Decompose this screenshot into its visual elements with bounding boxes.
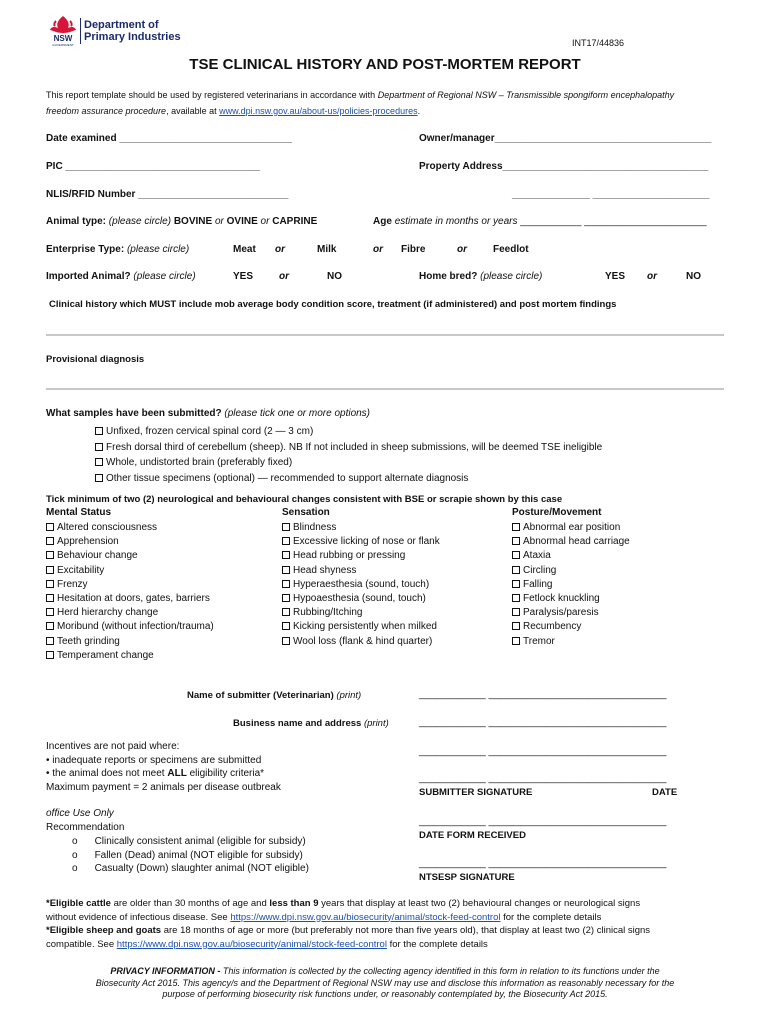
home-bred-label: Home bred? (please circle)	[419, 271, 543, 282]
sign-option: Hesitation at doors, gates, barriers	[46, 592, 214, 606]
sign-option: Paralysis/paresis	[512, 606, 630, 620]
homebred-no[interactable]: NO	[686, 271, 701, 282]
property-address-field[interactable]: Property Address_____________________________________	[419, 161, 709, 172]
sensation-title: Sensation	[282, 507, 330, 518]
imported-no[interactable]: NO	[327, 271, 342, 282]
imported-animal-label: Imported Animal? (please circle)	[46, 271, 196, 282]
samples-list	[95, 424, 602, 486]
imported-yes[interactable]: YES	[233, 271, 254, 282]
svg-text:NSW: NSW	[53, 34, 73, 43]
reference-number: INT17/44836	[572, 38, 625, 48]
checkbox[interactable]	[282, 622, 290, 630]
checkbox[interactable]	[512, 523, 520, 531]
sign-option: Frenzy	[46, 578, 214, 592]
checkbox[interactable]	[512, 594, 520, 602]
sign-option: Herd hierarchy change	[46, 606, 214, 620]
ntsesp-line[interactable]: ____________ ________________________________	[419, 858, 667, 869]
checkbox[interactable]	[512, 622, 520, 630]
checkbox[interactable]	[512, 566, 520, 574]
date-form-received-label: DATE FORM RECEIVED	[419, 830, 526, 841]
checkbox[interactable]	[282, 594, 290, 602]
clinical-history-divider	[46, 334, 724, 336]
clinical-history-heading: Clinical history which MUST include mob average body condition score, treatment (if administered) and post mortem findings	[49, 299, 617, 310]
checkbox[interactable]	[46, 551, 54, 559]
date-label: DATE	[652, 787, 678, 798]
sensation-list	[282, 521, 440, 649]
ntsesp-signature-label: NTSESP SIGNATURE	[419, 872, 515, 883]
or-text: or	[279, 271, 289, 282]
checkbox[interactable]	[95, 443, 103, 451]
or-text: or	[373, 244, 383, 255]
or-text: or	[275, 244, 285, 255]
option-meat[interactable]: Meat	[233, 244, 256, 255]
sign-option: Hypoaesthesia (sound, touch)	[282, 592, 440, 606]
page-title: TSE CLINICAL HISTORY AND POST-MORTEM REPORT	[189, 56, 581, 73]
policies-link[interactable]: www.dpi.nsw.gov.au/about-us/policies-procedures	[219, 106, 418, 116]
mental-status-title: Mental Status	[46, 507, 112, 518]
department-name: Department of Primary Industries	[84, 19, 181, 43]
incentives-block: Incentives are not paid where: • inadequate reports or specimens are submitted • the animal does not meet ALL eligibility criteria* Maximum payment = 2 animals per disease outbreak	[46, 741, 281, 793]
nsw-waratah-logo	[46, 14, 80, 48]
signature-line[interactable]: ____________ ________________________________	[419, 773, 667, 784]
or-text: or	[457, 244, 467, 255]
checkbox[interactable]	[95, 427, 103, 435]
submitter-name-label: Name of submitter (Veterinarian) (print)	[187, 690, 362, 701]
checkbox[interactable]	[512, 551, 520, 559]
sign-option: Temperament change	[46, 649, 214, 663]
sign-option: Altered consciousness	[46, 521, 214, 535]
checkbox[interactable]	[282, 523, 290, 531]
privacy-information: PRIVACY INFORMATION - This information is collected by the collecting agency identified in this form in relation to its functions under the Biosecurity Act 2015. This agency/s and the Department of Regional NSW may use and disclose this information as reasonably necessary for the purpose of performing biosecurity risk functions under, or reasonably contemplated by, the Biosecurity Act 2015.	[95, 966, 675, 999]
samples-heading: What samples have been submitted? (please tick one or more options)	[46, 408, 371, 419]
checkbox[interactable]	[282, 566, 290, 574]
recommendation-list: o Clinically consistent animal (eligible for subsidy) o Fallen (Dead) animal (NOT eligible for subsidy) o Casualty (Down) slaughter animal (NOT eligible)	[72, 836, 309, 874]
checkbox[interactable]	[46, 608, 54, 616]
business-name-label: Business name and address (print)	[233, 718, 389, 729]
checkbox[interactable]	[46, 537, 54, 545]
business-name-line[interactable]: ____________ ________________________________	[419, 717, 667, 728]
option-milk[interactable]: Milk	[317, 244, 337, 255]
sign-option: Apprehension	[46, 535, 214, 549]
sign-option: Head rubbing or pressing	[282, 549, 440, 563]
sign-option: Blindness	[282, 521, 440, 535]
provisional-diagnosis-divider	[46, 388, 724, 390]
checkbox[interactable]	[46, 566, 54, 574]
posture-movement-title: Posture/Movement	[512, 507, 602, 518]
recommendation-label: Recommendation	[46, 822, 125, 833]
checkbox[interactable]	[46, 651, 54, 659]
sign-option: Head shyness	[282, 564, 440, 578]
sign-option: Excitability	[46, 564, 214, 578]
eligibility-block: *Eligible cattle are older than 30 months of age and less than 9 years that display at least two (2) behavioural changes or neurological signs without evidence of infectious disease. See https://www.dpi.nsw.gov.au/biosecurity/animal/stock-feed-control for the complete details *Eligible sheep and goats are 18 months of age or more (but preferably not more than five years old), that display at least two (2) clinical signs compatible. See https://www.dpi.nsw.gov.au/biosecurity/animal/stock-feed-control for the complete details	[46, 898, 651, 950]
checkbox[interactable]	[282, 551, 290, 559]
cattle-details-link[interactable]: https://www.dpi.nsw.gov.au/biosecurity/animal/stock-feed-control	[230, 911, 501, 923]
animal-type-row: Animal type: (please circle) BOVINE or OVINE or CAPRINE	[46, 216, 318, 227]
checkbox[interactable]	[95, 474, 103, 482]
or-text: or	[647, 271, 657, 282]
sign-option: Behaviour change	[46, 549, 214, 563]
option-fibre[interactable]: Fibre	[401, 244, 426, 255]
enterprise-type-label: Enterprise Type: (please circle)	[46, 244, 190, 255]
checkbox[interactable]	[512, 608, 520, 616]
sheep-details-link[interactable]: https://www.dpi.nsw.gov.au/biosecurity/animal/stock-feed-control	[116, 938, 387, 950]
checkbox[interactable]	[282, 537, 290, 545]
checkbox[interactable]	[46, 594, 54, 602]
option-bovine[interactable]: BOVINE	[173, 216, 213, 227]
checkbox[interactable]	[282, 637, 290, 645]
option-ovine[interactable]: OVINE	[226, 216, 258, 227]
logo-divider	[80, 18, 81, 44]
homebred-yes[interactable]: YES	[605, 271, 626, 282]
sign-option: Kicking persistently when milked	[282, 620, 440, 634]
sample-option[interactable]: Unfixed, frozen cervical spinal cord (2 — 3 cm)	[95, 424, 602, 440]
sign-option: Circling	[512, 564, 630, 578]
intro-line-1: This report template should be used by registered veterinarians in accordance with Department of Regional NSW – Transmissible spongiform encephalopathy	[46, 90, 675, 100]
signs-heading: Tick minimum of two (2) neurological and behavioural changes consistent with BSE or scrapie shown by this case	[46, 494, 563, 505]
sign-option: Ataxia	[512, 549, 630, 563]
owner-manager-field[interactable]: Owner/manager_______________________________________	[419, 133, 712, 144]
mental-status-list	[46, 521, 214, 663]
checkbox[interactable]	[512, 537, 520, 545]
sign-option: Falling	[512, 578, 630, 592]
checkbox[interactable]	[46, 637, 54, 645]
pic-field[interactable]: PIC ___________________________________	[46, 161, 261, 172]
sign-option: Tremor	[512, 635, 630, 649]
option-feedlot[interactable]: Feedlot	[493, 244, 529, 255]
sign-option: Moribund (without infection/trauma)	[46, 620, 214, 634]
business-address-line[interactable]: ____________ ________________________________	[419, 746, 667, 757]
sign-option: Hyperaesthesia (sound, touch)	[282, 578, 440, 592]
checkbox[interactable]	[282, 608, 290, 616]
checkbox[interactable]	[512, 580, 520, 588]
checkbox[interactable]	[95, 458, 103, 466]
sign-option: Abnormal head carriage	[512, 535, 630, 549]
checkbox[interactable]	[282, 580, 290, 588]
date-examined-field[interactable]: Date examined _______________________________	[46, 133, 292, 144]
sign-option: Recumbency	[512, 620, 630, 634]
sign-option: Excessive licking of nose or flank	[282, 535, 440, 549]
sign-option: Abnormal ear position	[512, 521, 630, 535]
checkbox[interactable]	[46, 523, 54, 531]
intro-line-2: freedom assurance procedure, available at www.dpi.nsw.gov.au/about-us/policies-procedures.	[46, 106, 421, 116]
property-address-line-2[interactable]: ______________ _____________________	[512, 189, 710, 200]
sample-option[interactable]: Whole, undistorted brain (preferably fixed)	[95, 455, 602, 471]
checkbox[interactable]	[46, 580, 54, 588]
posture-movement-list	[512, 521, 630, 649]
sample-option[interactable]: Fresh dorsal third of cerebellum (sheep). NB If not included in sheep submissions, will be deemed TSE ineligible	[95, 440, 602, 456]
checkbox[interactable]	[46, 622, 54, 630]
provisional-diagnosis-heading: Provisional diagnosis	[46, 354, 145, 365]
age-estimate-field[interactable]: Age estimate in months or years ___________ ______________________	[373, 216, 707, 227]
date-received-line[interactable]: ____________ ________________________________	[419, 816, 667, 827]
sample-option[interactable]: Other tissue specimens (optional) — recommended to support alternate diagnosis	[95, 471, 602, 487]
office-use-title: office Use Only	[46, 808, 114, 819]
checkbox[interactable]	[512, 637, 520, 645]
sign-option: Teeth grinding	[46, 635, 214, 649]
svg-text:GOVERNMENT: GOVERNMENT	[52, 43, 74, 47]
sign-option: Fetlock knuckling	[512, 592, 630, 606]
nlis-rfid-field[interactable]: NLIS/RFID Number ___________________________	[46, 189, 289, 200]
sign-option: Rubbing/Itching	[282, 606, 440, 620]
option-caprine[interactable]: CAPRINE	[272, 216, 318, 227]
submitter-signature-label: SUBMITTER SIGNATURE	[419, 787, 533, 798]
sign-option: Wool loss (flank & hind quarter)	[282, 635, 440, 649]
submitter-name-line[interactable]: ____________ ________________________________	[419, 689, 667, 700]
